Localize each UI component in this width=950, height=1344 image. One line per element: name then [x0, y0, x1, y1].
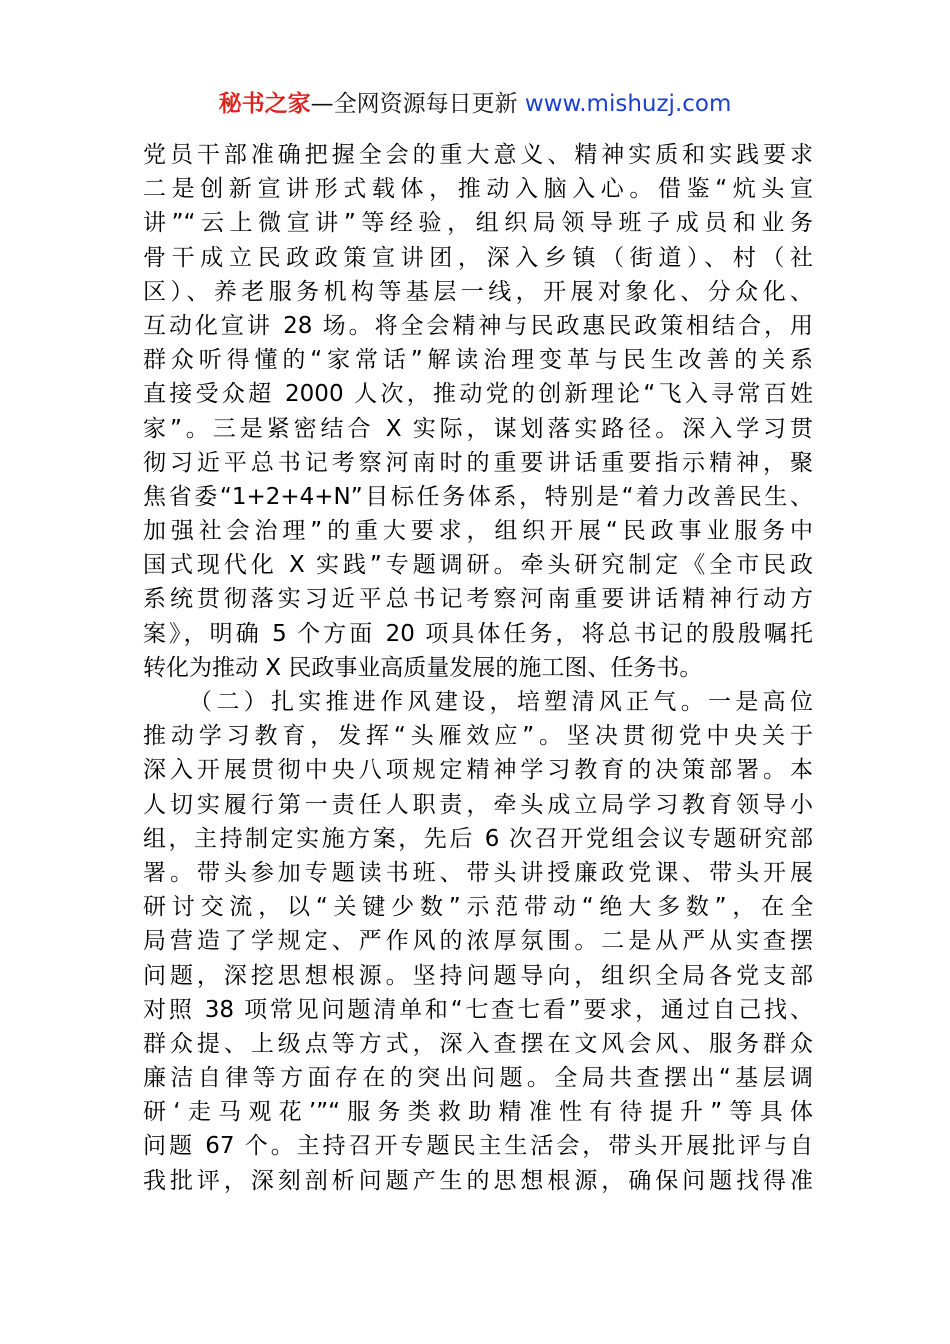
text-line: 研‘走马观花’”“服务类救助精准性有待提升”等具体	[143, 1099, 813, 1126]
text-line: 局营造了学规定、严作风的浓厚氛围。二是从严从实查摆	[143, 928, 813, 955]
text-line: 对照 38 项常见问题清单和“七查七看”要求，通过自己找、	[143, 996, 813, 1023]
text-line: 直接受众超 2000 人次，推动党的创新理论“飞入寻常百姓	[143, 381, 813, 408]
text-line: 廉洁自律等方面存在的突出问题。全局共查摆出“基层调	[143, 1065, 813, 1092]
text-line: 深入开展贯彻中央八项规定精神学习教育的决策部署。本	[143, 757, 813, 784]
text-line: 讲”“云上微宣讲”等经验，组织局领导班子成员和业务	[143, 210, 813, 237]
text-line: 系统贯彻落实习近平总书记考察河南重要讲话精神行动方	[143, 586, 813, 613]
text-line: 研讨交流，以“关键少数”示范带动“绝大多数”，在全	[143, 894, 813, 921]
text-line: 家”。三是紧密结合 X 实际，谋划落实路径。深入学习贯	[143, 415, 813, 442]
brand-name: 秘书之家	[218, 91, 311, 117]
text-line: 焦省委“1+2+4+N”目标任务体系，特别是“着力改善民生、	[143, 483, 813, 510]
text-line: 群众听得懂的“家常话”解读治理变革与民生改善的关系	[143, 347, 813, 374]
site-url-link[interactable]: www.mishuzj.com	[524, 91, 732, 117]
header-tagline: —全网资源每日更新	[310, 91, 518, 117]
text-line: 人切实履行第一责任人职责，牵头成立局学习教育领导小	[143, 791, 813, 818]
text-line: 推动学习教育，发挥“头雁效应”。坚决贯彻党中央关于	[143, 723, 813, 750]
text-line: 加强社会治理”的重大要求，组织开展“民政事业服务中	[143, 518, 813, 545]
body-text	[143, 138, 813, 1198]
text-line: 问题 67 个。主持召开专题民主生活会，带头开展批评与自	[143, 1133, 813, 1160]
text-line: 群众提、上级点等方式，深入查摆在文风会风、服务群众	[143, 1030, 813, 1057]
page-header	[0, 86, 950, 122]
text-line: 我批评，深刻剖析问题产生的思想根源，确保问题找得准	[143, 1167, 813, 1194]
text-line: 党员干部准确把握全会的重大意义、精神实质和实践要求	[143, 142, 813, 168]
text-line: 区）、养老服务机构等基层一线，开展对象化、分众化、	[143, 278, 813, 305]
text-line: 骨干成立民政政策宣讲团，深入乡镇（街道）、村（社	[143, 244, 813, 271]
section-heading-line: （二）扎实推进作风建设，培塑清风正气。一是高位	[189, 689, 813, 715]
text-line: 转化为推动 X 民政事业高质量发展的施工图、任务书。	[143, 654, 703, 681]
text-line: 互动化宣讲 28 场。将全会精神与民政惠民政策相结合，用	[143, 312, 813, 339]
text-line: 问题，深挖思想根源。坚持问题导向，组织全局各党支部	[143, 962, 813, 989]
text-line: 署。带头参加专题读书班、带头讲授廉政党课、带头开展	[143, 859, 813, 886]
text-line: 案》，明确 5 个方面 20 项具体任务，将总书记的殷殷嘱托	[143, 620, 813, 647]
text-line: 国式现代化 X 实践”专题调研。牵头研究制定《全市民政	[143, 552, 813, 579]
text-line: 彻习近平总书记考察河南时的重要讲话重要指示精神，聚	[143, 449, 813, 476]
text-line: 组，主持制定实施方案，先后 6 次召开党组会议专题研究部	[143, 825, 813, 852]
text-line: 二是创新宣讲形式载体，推动入脑入心。借鉴“炕头宣	[143, 176, 813, 203]
